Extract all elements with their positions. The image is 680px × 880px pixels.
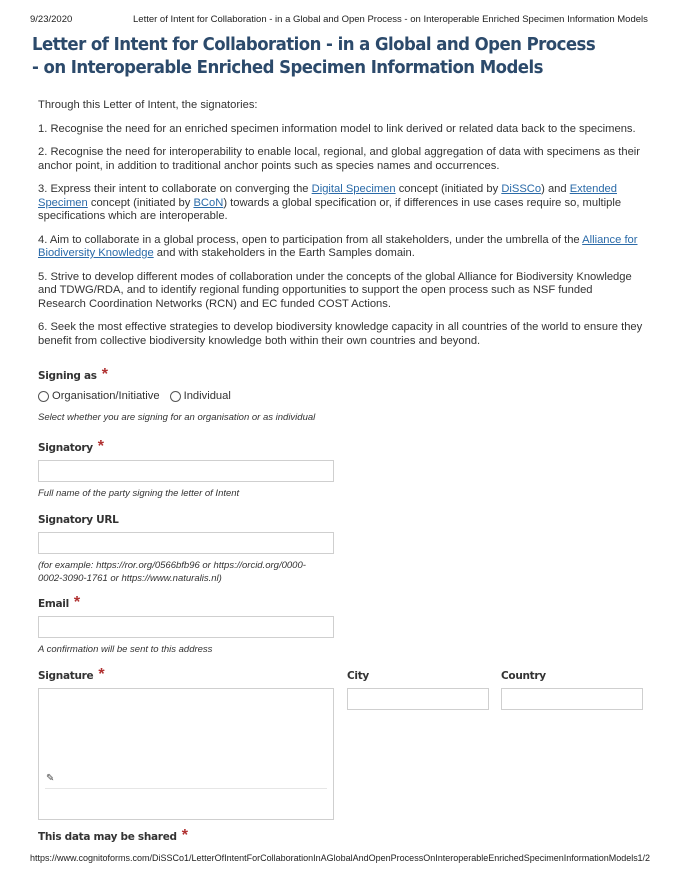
- required-marker: *: [73, 594, 81, 611]
- signatory-field: [38, 438, 338, 500]
- text: and with stakeholders in the Earth Samples domain.: [153, 247, 415, 259]
- radio-label: Organisation/Initiative: [52, 390, 160, 402]
- city-input[interactable]: [347, 688, 489, 710]
- signatory-url-input[interactable]: [38, 532, 334, 554]
- signature-baseline: [45, 788, 327, 789]
- text: 3. Express their intent to collaborate on converging the: [38, 183, 312, 195]
- required-marker: *: [97, 438, 105, 455]
- print-doc-title: Letter of Intent for Collaboration - in a Global and Open Process - on Interoperable Enriched Specimen Information Models: [133, 14, 648, 25]
- required-marker: *: [101, 366, 108, 383]
- country-input[interactable]: [501, 688, 643, 710]
- email-label: Email: [38, 598, 69, 610]
- radio-label: Individual: [183, 390, 231, 402]
- signature-field: [38, 666, 338, 820]
- text: ) and: [541, 183, 570, 195]
- intro-item-5: 5. Strive to develop different modes of collaboration under the concepts of the global Alliance for Biodiversity Knowledge and TDWG/RDA, and to identify regional funding opportunities to support the open process such as NSF funded Research Coordination Networks (RCN) and EC funded COST Actions.: [38, 270, 632, 310]
- data-shared-field: [38, 827, 188, 845]
- signing-as-help: Select whether you are signing for an organisation or as individual: [38, 412, 316, 423]
- intro-lead: Through this Letter of Intent, the signatories:: [38, 99, 258, 111]
- print-date: 9/23/2020: [30, 14, 73, 25]
- required-marker: *: [181, 827, 188, 844]
- link-alliance[interactable]: Alliance for Biodiversity Knowledge: [38, 233, 638, 259]
- text: concept (initiated by: [395, 183, 502, 195]
- required-marker: *: [98, 666, 105, 683]
- signatory-input[interactable]: [38, 460, 334, 482]
- intro-item-1: 1. Recognise the need for an enriched specimen information model to link derived or related data back to the specimens.: [38, 122, 636, 135]
- signatory-label: Signatory: [38, 442, 93, 454]
- page-title: Letter of Intent for Collaboration - in a Global and Open Process - on Interoperable Enriched Specimen Information Models: [32, 34, 596, 78]
- signing-as-field: [38, 366, 358, 424]
- page-number: 1/2: [637, 853, 650, 863]
- signatory-url-help: (for example: https://ror.org/0566bfb96 or https://orcid.org/0000-0002-3090-1761 or https://www.naturalis.nl): [38, 560, 306, 584]
- intro-item-2: 2. Recognise the need for interoperability to enable local, regional, and global aggregation of data with specimens as their anchor point, in addition to traditional anchor points such as species names and occurrences.: [38, 146, 641, 172]
- intro-item-4: [38, 234, 643, 261]
- intro-item-6: 6. Seek the most effective strategies to develop biodiversity knowledge capacity in all countries of the world to ensure they benefit from collective biodiversity knowledge both within their own countries and beyond.: [38, 321, 643, 347]
- signatory-help: Full name of the party signing the letter of Intent: [38, 488, 240, 499]
- link-dissco[interactable]: DiSSCo: [501, 183, 542, 195]
- text: ) towards a global specification or, if differences in use cases require so, multiple specifications which are interoperable.: [38, 196, 622, 222]
- link-extended-specimen[interactable]: Extended Specimen: [38, 183, 617, 209]
- signatory-url-label: Signatory URL: [38, 514, 119, 526]
- print-header: [30, 14, 650, 26]
- data-shared-label: This data may be shared: [38, 831, 177, 843]
- signature-label: Signature: [38, 670, 94, 682]
- country-field: [501, 666, 643, 710]
- email-input[interactable]: [38, 616, 334, 638]
- text: concept (initiated by: [87, 196, 194, 209]
- country-label: Country: [501, 670, 546, 682]
- print-url: https://www.cognitoforms.com/DiSSCo1/LetterOfIntentForCollaborationInAGlobalAndOpenProcessOnInteroperableEnrichedSpecimenInformationModels: [30, 853, 638, 863]
- signature-pad[interactable]: [38, 688, 334, 820]
- radio-individual[interactable]: [170, 390, 231, 402]
- city-field: [347, 666, 489, 710]
- email-help: A confirmation will be sent to this address: [38, 644, 213, 655]
- signing-as-label: Signing as: [38, 370, 97, 382]
- city-label: City: [347, 670, 369, 682]
- text: 4. Aim to collaborate in a global process, open to participation from all stakeholders, under the umbrella of the: [38, 233, 583, 246]
- radio-circle-icon[interactable]: [38, 391, 49, 402]
- radio-organisation[interactable]: [38, 390, 160, 402]
- intro-item-3: [38, 183, 643, 224]
- signing-as-radio-group: [38, 390, 358, 402]
- signatory-url-field: [38, 510, 338, 585]
- pencil-icon: ✎: [46, 773, 55, 784]
- link-digital-specimen[interactable]: Digital Specimen: [311, 183, 396, 195]
- email-field: [38, 594, 338, 656]
- link-bcon[interactable]: BCoN: [193, 196, 224, 209]
- radio-circle-icon[interactable]: [170, 391, 181, 402]
- intro-section: [38, 99, 643, 358]
